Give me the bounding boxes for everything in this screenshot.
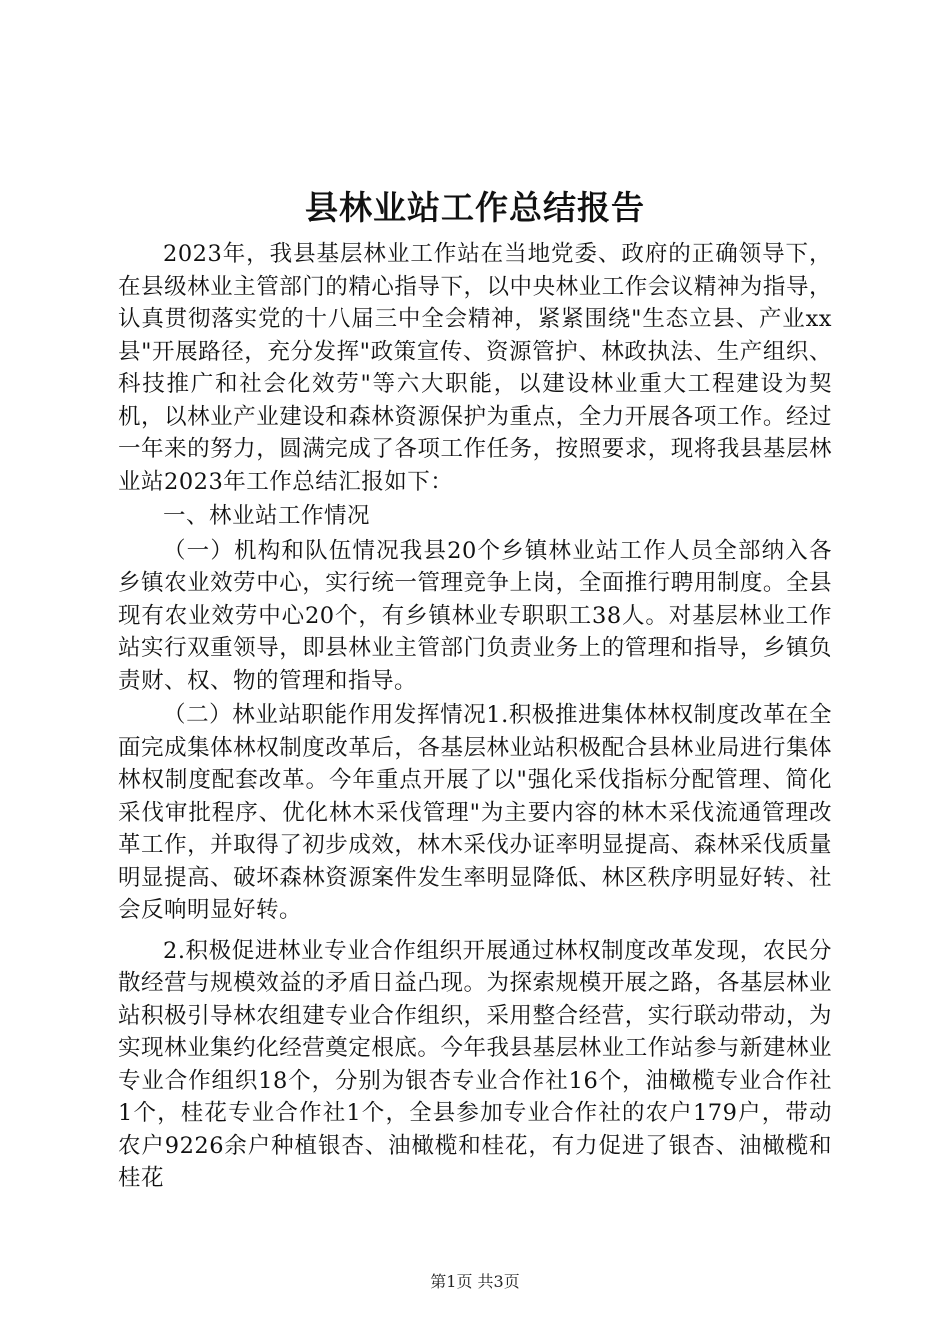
paragraph-functions: （二）林业站职能作用发挥情况1.积极推进集体林权制度改革在全面完成集体林权制度改革后，各基层林业站积极配合县林业局进行集体林权制度配套改革。今年重点开展了以"强化采伐指标分配管理、简化采伐审批程序、优化林木采伐管理"为主要内容的林木采伐流通管理改革工作，并取得了初步成效，林木采伐办证率明显提高、森林采伐质量明显提高、破坏森林资源案件发生率明显降低、林区秩序明显好转、社会反响明显好转。: [118, 702, 832, 923]
paragraph-intro: 2023年，我县基层林业工作站在当地党委、政府的正确领导下，在县级林业主管部门的精心指导下，以中央林业工作会议精神为指导，认真贯彻落实党的十八届三中全会精神，紧紧围绕"生态立县、产业xx县"开展路径，充分发挥"政策宣传、资源管护、林政执法、生产组织、科技推广和社会化效劳"等六大职能，以建设林业重大工程建设为契机，以林业产业建设和森林资源保护为重点，全力开展各项工作。经过一年来的努力，圆满完成了各项工作任务，按照要求，现将我县基层林业站2023年工作总结汇报如下：: [118, 241, 832, 495]
section-heading-1: 一、林业站工作情况: [163, 503, 371, 529]
document-body: [118, 238, 832, 1195]
page-number-footer: 第1页 共3页: [430, 1272, 520, 1291]
paragraph-cooperatives: 2.积极促进林业专业合作组织开展通过林权制度改革发现，农民分散经营与规模效益的矛盾日益凸现。为探索规模开展之路，各基层林业站积极引导林农组建专业合作组织，采用整合经营，实行联动带动，为实现林业集约化经营奠定根底。今年我县基层林业工作站参与新建林业专业合作组织18个，分别为银杏专业合作社16个，油橄榄专业合作社1个，桂花专业合作社1个，全县参加专业合作社的农户179户，带动农户9226余户种植银杏、油橄榄和桂花，有力促进了银杏、油橄榄和桂花: [118, 937, 832, 1191]
document-title: 县林业站工作总结报告: [305, 188, 645, 227]
paragraph-organization: （一）机构和队伍情况我县20个乡镇林业站工作人员全部纳入各乡镇农业效劳中心，实行统一管理竞争上岗，全面推行聘用制度。全县现有农业效劳中心20个，有乡镇林业专职职工38人。对基层林业工作站实行双重领导，即县林业主管部门负责业务上的管理和指导，乡镇负责财、权、物的管理和指导。: [118, 537, 832, 694]
